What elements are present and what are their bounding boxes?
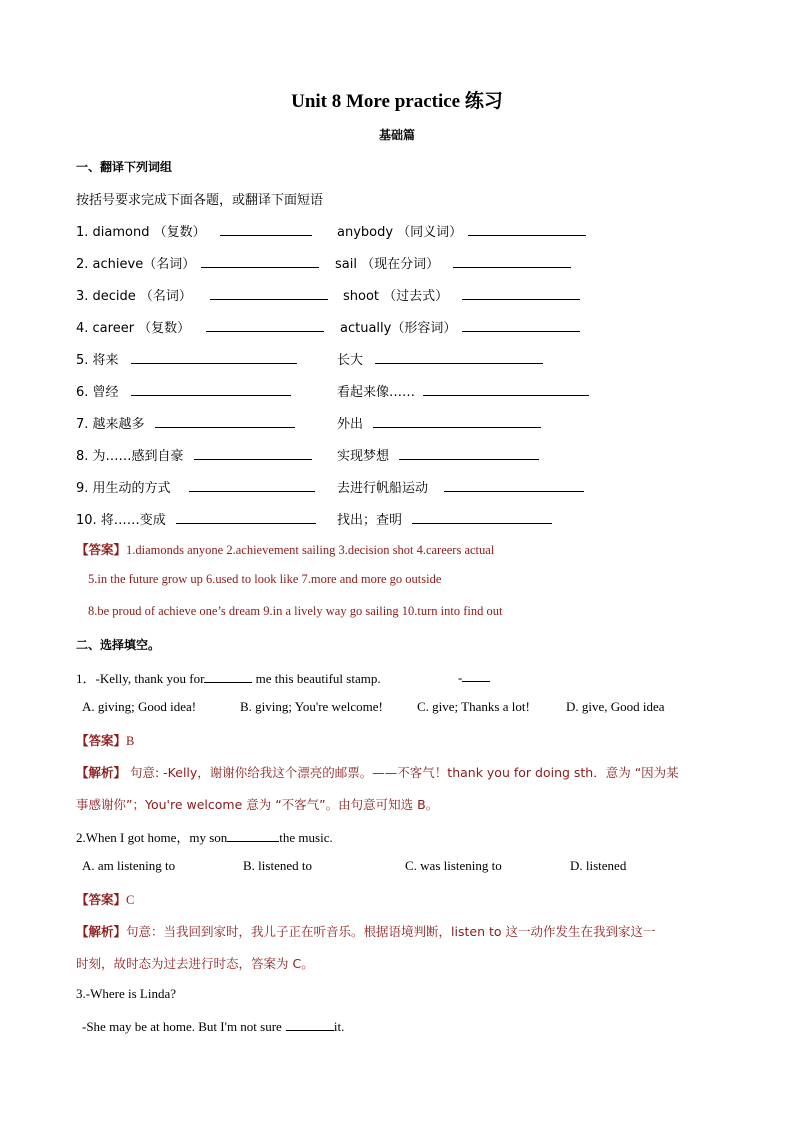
answer-tag: 【答案】 [76,892,127,907]
vocab-row-2-right [335,253,571,272]
answer-blank[interactable] [399,446,539,460]
question-1-stem [76,668,381,687]
vocab-right-label: 看起来像…… [337,385,416,400]
vocab-row-9-right [337,477,584,496]
question-text: 1．-Kelly, thank you for [76,671,205,686]
answer-blank[interactable] [194,446,312,460]
vocab-right-label: 外出 [337,417,364,432]
answer-blank[interactable] [189,478,315,492]
vocab-row-1 [76,221,312,240]
answer-blank[interactable] [462,286,580,300]
section-1-heading: 一、翻译下列词组 [76,160,173,174]
vocab-row-10 [76,509,316,528]
answer-blank[interactable] [423,382,589,396]
question-1-option-a[interactable]: A. giving; Good idea! [82,699,197,714]
analysis-text: 句意: -Kelly，谢谢你给我这个漂亮的邮票。——不客气！thank you for doing sth．意为 “因为某 [126,765,679,780]
vocab-left-label: 1. diamond （复数） [76,225,206,240]
answer-tag: 【答案】 [76,542,127,557]
analysis-text: 句意：当我回到家时，我儿子正在听音乐。根据语境判断，listen to 这一动作发生在我到家这一 [126,924,656,939]
question-2-option-a[interactable]: A. am listening to [82,858,176,873]
answer-blank[interactable] [155,414,295,428]
answer-blank[interactable] [468,222,586,236]
section-1-answer [76,540,494,558]
vocab-row-8-right [337,445,539,464]
vocab-right-label: 去进行帆船运动 [337,481,429,496]
question-1-option-b[interactable]: B. giving; You're welcome! [240,699,383,714]
answer-text: 1.diamonds anyone 2.achievement sailing 3.decision shot 4.careers actual [126,543,495,557]
analysis-tag: 【解析】 [76,924,127,939]
question-text: me this beautiful stamp. [252,671,381,686]
answer-value: C [126,893,135,907]
answer-blank[interactable] [176,510,316,524]
answer-blank[interactable] [131,350,297,364]
section-2-heading: 二、选择填空。 [76,638,161,652]
question-1-analysis-line-2: 事感谢你”；You're welcome 意为 “不客气”。由句意可知选 B。 [76,797,439,812]
vocab-row-4-right [340,317,580,336]
answer-blank[interactable] [204,669,252,683]
section-1-instruction: 按括号要求完成下面各题，或翻译下面短语 [76,193,324,208]
question-2-option-b[interactable]: B. listened to [243,858,312,873]
answer-tag: 【答案】 [76,733,127,748]
vocab-left-label: 2. achieve（名词） [76,257,196,272]
vocab-left-label: 4. career （复数） [76,321,191,336]
answer-blank[interactable] [206,318,324,332]
answer-blank[interactable] [373,414,541,428]
question-2-analysis-line-2: 时刻，故时态为过去进行时态，答案为 C。 [76,956,314,971]
answer-blank[interactable] [286,1017,334,1031]
vocab-row-6-right [337,381,589,400]
answer-blank[interactable] [462,668,490,682]
vocab-right-label: 实现梦想 [337,449,390,464]
answer-blank[interactable] [375,350,543,364]
vocab-row-9 [76,477,315,496]
vocab-row-3-right [343,285,580,304]
page-subtitle: 基础篇 [378,128,415,142]
section-1-answer-line-2: 5.in the future grow up 6.used to look like 7.more and more go outside [88,572,442,586]
vocab-row-4 [76,317,324,336]
vocab-left-label: 5. 将来 [76,353,119,368]
question-2-stem [76,827,333,846]
question-1-answer [76,731,134,749]
question-3-stem: 3.-Where is Linda? [76,986,176,1001]
vocab-right-label: sail （现在分词） [335,257,440,272]
question-1-option-c[interactable]: C. give; Thanks a lot! [417,699,530,714]
question-2-option-c[interactable]: C. was listening to [405,858,502,873]
answer-blank[interactable] [131,382,291,396]
vocab-left-label: 7. 越来越多 [76,417,145,432]
question-2-analysis [76,922,656,940]
vocab-row-3 [76,285,328,304]
answer-blank[interactable] [201,254,319,268]
vocab-row-5-right [337,349,543,368]
vocab-left-label: 8. 为……感到自豪 [76,449,184,464]
question-text: the music. [279,830,333,845]
vocab-right-label: 找出；查明 [337,513,403,528]
question-2-option-d[interactable]: D. listened [570,858,627,873]
section-1-answer-line-3: 8.be proud of achieve one’s dream 9.in a lively way go sailing 10.turn into find out [88,604,503,618]
reply-text: - [458,670,463,685]
reply-text: it. [333,1019,345,1034]
question-3-reply [82,1017,344,1035]
vocab-row-8 [76,445,312,464]
answer-blank[interactable] [453,254,571,268]
answer-blank[interactable] [462,318,580,332]
page-title: Unit 8 More practice 练习 [291,91,503,112]
vocab-right-label: 长大 [337,353,364,368]
question-1-option-d[interactable]: D. give, Good idea [566,699,665,714]
question-2-answer [76,890,134,908]
question-1-reply [458,668,490,686]
question-text: 2.When I got home，my son [76,830,228,845]
vocab-right-label: actually（形容词） [340,321,457,336]
answer-blank[interactable] [444,478,584,492]
vocab-left-label: 9. 用生动的方式 [76,481,171,496]
vocab-row-6 [76,381,291,400]
answer-value: B [126,734,135,748]
vocab-row-7-right [337,413,541,432]
vocab-left-label: 3. decide （名词） [76,289,192,304]
vocab-row-5 [76,349,297,368]
vocab-right-label: shoot （过去式） [343,289,449,304]
answer-blank[interactable] [412,510,552,524]
vocab-left-label: 6. 曾经 [76,385,119,400]
vocab-left-label: 10. 将……变成 [76,513,166,528]
answer-blank[interactable] [227,828,279,842]
vocab-row-7 [76,413,295,432]
reply-text: -She may be at home. But I'm not sure [82,1019,282,1034]
question-1-analysis [76,763,679,781]
answer-blank[interactable] [210,286,328,300]
vocab-row-10-right [337,509,552,528]
analysis-tag: 【解析】 [76,765,127,780]
vocab-row-1-right [337,221,586,240]
vocab-row-2 [76,253,319,272]
vocab-right-label: anybody （同义词） [337,225,463,240]
answer-blank[interactable] [220,222,312,236]
